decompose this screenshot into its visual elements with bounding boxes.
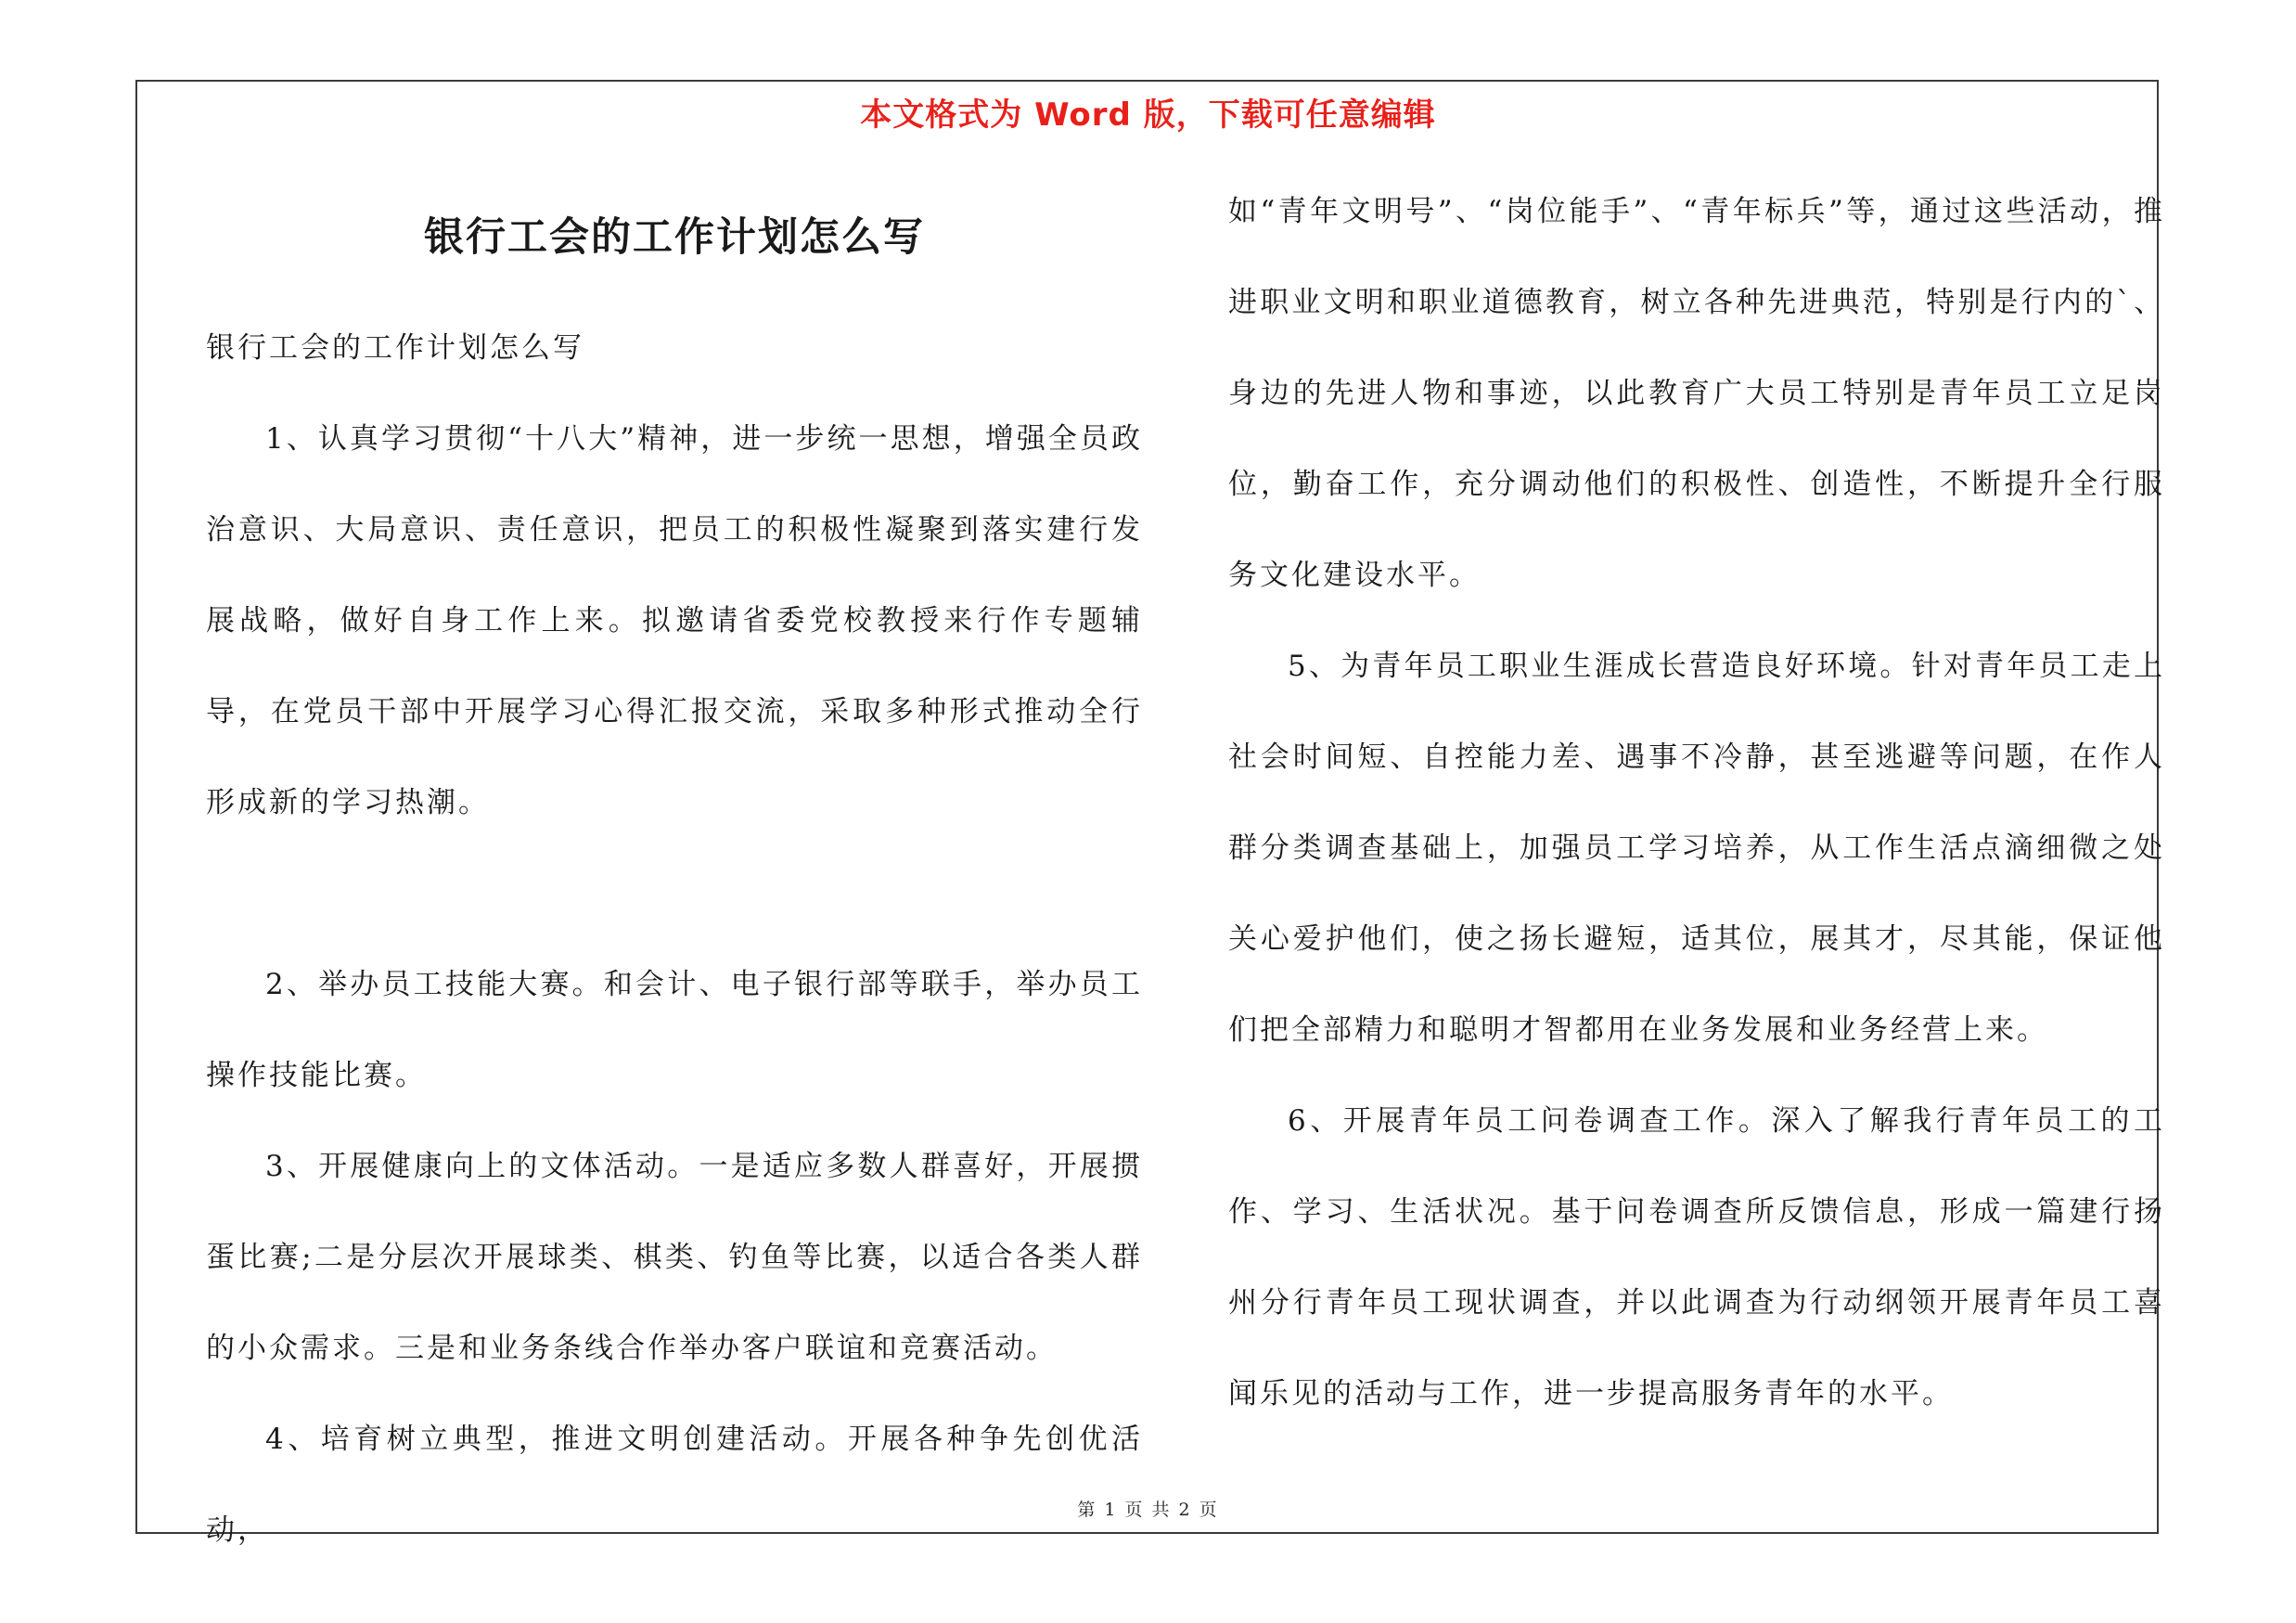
paragraph-gap: [206, 848, 1143, 939]
document-title: 银行工会的工作计划怎么写: [424, 214, 925, 261]
paragraph-6: 6、开展青年员工问卷调查工作。深入了解我行青年员工的工作、学习、生活状况。基于问卷调查所反馈信息，形成一篇建行扬州分行青年员工现状调查，并以此调查为行动纲领开展青年员工喜闻乐见的活动与工作，进一步提高服务青年的水平。: [1228, 1104, 2165, 1410]
left-column: [206, 303, 1143, 1576]
paragraph-3: 3、开展健康向上的文体活动。一是适应多数人群喜好，开展掼蛋比赛;二是分层次开展球类、棋类、钓鱼等比赛，以适合各类人群的小众需求。三是和业务条线合作举办客户联谊和竞赛活动。: [206, 1150, 1143, 1365]
word-format-banner: 本文格式为 Word 版，下载可任意编辑: [860, 97, 1436, 134]
paragraph-1: 1、认真学习贯彻“十八大”精神，进一步统一思想，增强全员政治意识、大局意识、责任意识，把员工的积极性凝聚到落实建行发展战略，做好自身工作上来。拟邀请省委党校教授来行作专题辅导，在党员干部中开展学习心得汇报交流，采取多种形式推动全行形成新的学习热潮。: [206, 422, 1143, 819]
right-column: [1228, 166, 2165, 1439]
paragraph-5: 5、为青年员工职业生涯成长营造良好环境。针对青年员工走上社会时间短、自控能力差、遇事不冷静，甚至逃避等问题，在作人群分类调查基础上，加强员工学习培养，从工作生活点滴细微之处关心爱护他们，使之扬长避短，适其位，展其才，尽其能，保证他们把全部精力和聪明才智都用在业务发展和业务经营上来。: [1228, 650, 2165, 1047]
paragraph-4-continued: 如“青年文明号”、“岗位能手”、“青年标兵”等，通过这些活动，推进职业文明和职业道德教育，树立各种先进典范，特别是行内的`、身边的先进人物和事迹，以此教育广大员工特别是青年员工立足岗位，勤奋工作，充分调动他们的积极性、创造性，不断提升全行服务文化建设水平。: [1228, 195, 2165, 592]
page-number-footer: 第 1 页 共 2 页: [1077, 1500, 1219, 1520]
paragraph-2: 2、举办员工技能大赛。和会计、电子银行部等联手，举办员工操作技能比赛。: [206, 968, 1143, 1092]
paragraph-4-start: 4、培育树立典型，推进文明创建活动。开展各种争先创优活动，: [206, 1423, 1143, 1547]
subtitle: 银行工会的工作计划怎么写: [206, 331, 584, 365]
